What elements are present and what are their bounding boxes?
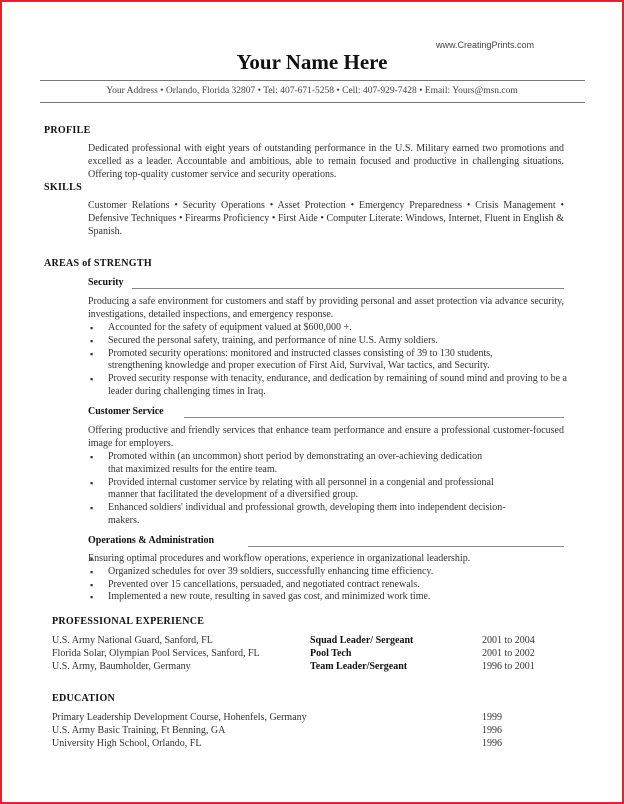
- security-title: Security: [88, 277, 124, 288]
- education-heading: EDUCATION: [52, 693, 116, 704]
- operations-title: Operations & Administration: [88, 535, 215, 546]
- list-item: ▪ Organized schedules for over 39 soldiers, successfully enhancing time efficiency.: [88, 566, 564, 579]
- experience-org: U.S. Army, Baumholder, Germany: [52, 661, 191, 672]
- experience-dates: 1996 to 2001: [482, 661, 535, 672]
- education-year: 1999: [482, 712, 502, 723]
- experience-title: Team Leader/Sergeant: [310, 661, 408, 672]
- operations-intro: ▪ Ensuring optimal procedures and workflow operations, experience in organizational leadership.: [88, 553, 564, 566]
- list-item: ▪ Proved security response with tenacity, endurance, and dedication by remaining of sound mind and proving to be a leader during challenging times in Iraq.: [88, 373, 568, 399]
- table-row: [52, 725, 572, 737]
- table-row: [52, 648, 572, 660]
- customer-title-line: [184, 417, 564, 418]
- list-item: ▪ Provided internal customer service by relating with all personnel in a congenial and professional manner that facilitated the development of a diversified group.: [88, 477, 498, 503]
- education-school: Primary Leadership Development Course, Hohenfels, Germany: [52, 712, 307, 723]
- experience-org: U.S. Army National Guard, Sanford, FL: [52, 635, 213, 646]
- skills-paragraph: Customer Relations • Security Operations • Asset Protection • Emergency Preparedness • Crisis Management • Defensive Techniques • Firearms Proficiency • First Aide • Computer Literate: Windows, Internet, Fluent in English & Spanish.: [88, 200, 564, 237]
- customer-intro-text: Offering productive and friendly services that enhance team performance and ensure a professional customer-focused image for employers.: [88, 425, 564, 449]
- security-title-line: [132, 288, 564, 289]
- profile-heading: PROFILE: [44, 125, 91, 136]
- education-year: 1996: [482, 725, 502, 736]
- strengths-heading: AREAS of STRENGTH: [44, 258, 152, 269]
- table-row: [52, 738, 572, 750]
- customer-bullets: [88, 451, 506, 528]
- education-year: 1996: [482, 738, 502, 749]
- security-intro-text: Producing a safe environment for customers and staff by providing personal and asset protection via advance security, investigations, detailed inspections, and emergency response.: [88, 296, 564, 320]
- watermark: www.CreatingPrints.com: [436, 40, 535, 50]
- customer-intro: [88, 425, 564, 451]
- education-school: University High School, Orlando, FL: [52, 738, 202, 749]
- experience-dates: 2001 to 2004: [482, 635, 535, 646]
- security-intro: [88, 296, 564, 322]
- experience-dates: 2001 to 2002: [482, 648, 535, 659]
- list-item: ▪ Enhanced soldiers' individual and professional growth, developing them into independent decision-makers.: [88, 502, 518, 528]
- operations-block: [88, 553, 564, 604]
- profile-paragraph: Dedicated professional with eight years of outstanding performance in the U.S. Military earned two promotions and excelled as a leader. Accountable and ambitious, able to remain focused and productive in challenging situations. Offering top-quality customer service and security operations.: [88, 143, 564, 180]
- experience-title: Squad Leader/ Sergeant: [310, 635, 414, 646]
- top-rule: [40, 80, 585, 81]
- table-row: [52, 712, 572, 724]
- skills-heading: SKILLS: [44, 182, 82, 193]
- list-item: ▪ Promoted security operations: monitored and instructed classes consisting of 39 to 130 students, strengthening knowledge and proper execution of First Aid, Survival, War tactics, and Security.: [88, 348, 548, 374]
- operations-title-line: [248, 546, 564, 547]
- customer-title: Customer Service: [88, 406, 164, 417]
- bottom-rule: [40, 102, 585, 103]
- skills-text: [88, 200, 564, 238]
- list-item: ▪ Accounted for the safety of equipment valued at $600,000 +.: [88, 322, 488, 335]
- profile-text: [88, 143, 564, 181]
- list-item: ▪ Prevented over 15 cancellations, persuaded, and negotiated contract renewals.: [88, 579, 564, 592]
- security-bullets: [88, 322, 567, 399]
- table-row: [52, 635, 572, 647]
- list-item: ▪ Secured the personal safety, training, and performance of nine U.S. Army soldiers.: [88, 335, 488, 348]
- resume-name: Your Name Here: [236, 50, 388, 74]
- experience-heading: PROFESSIONAL EXPERIENCE: [52, 616, 205, 627]
- list-item: ▪ Implemented a new route, resulting in saved gas cost, and minimized work time.: [88, 591, 564, 604]
- contact-line: Your Address • Orlando, Florida 32807 • Tel: 407-671-5258 • Cell: 407-929-7428 • Email: Yours@msn.com: [106, 86, 518, 96]
- education-school: U.S. Army Basic Training, Ft Benning, GA: [52, 725, 226, 736]
- list-item: ▪ Promoted within (an uncommon) short period by demonstrating an over-achieving dedication that maximized results for the entire team.: [88, 451, 488, 477]
- experience-title: Pool Tech: [310, 648, 352, 659]
- table-row: [52, 661, 572, 673]
- experience-org: Florida Solar, Olympian Pool Services, Sanford, FL: [52, 648, 260, 659]
